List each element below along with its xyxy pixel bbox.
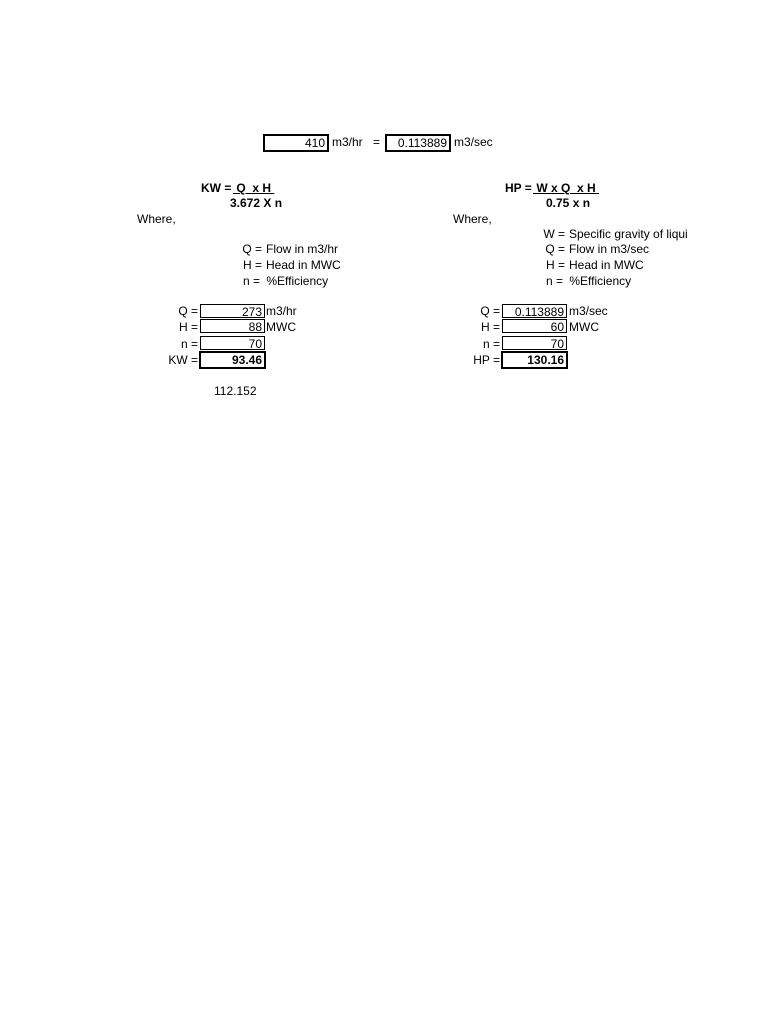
kw-where-label: Where, (137, 212, 176, 226)
kw-def-symbol: H = (242, 258, 262, 272)
kw-input-label: H = (178, 320, 198, 334)
hp-formula-lhs: HP = (505, 181, 532, 195)
kw-extra-value: 112.152 (214, 384, 257, 398)
hp-input-unit: m3/sec (569, 304, 608, 318)
hp-def-desc: Flow in m3/sec (569, 242, 650, 256)
m3hr-unit-label: m3/hr (332, 135, 363, 149)
hp-def-desc: Specific gravity of liqui (569, 227, 688, 241)
equals-sign: = (373, 135, 381, 149)
m3hr-input-cell[interactable]: 410 (263, 134, 329, 152)
hp-result-label: HP = (473, 353, 500, 367)
hp-def-symbol: H = (545, 258, 565, 272)
hp-formula-denominator: 0.75 x n (546, 196, 591, 210)
hp-input-unit: MWC (569, 320, 599, 334)
kw-formula-denominator: 3.672 X n (230, 196, 283, 210)
hp-q-input[interactable]: 0.113889 (502, 304, 567, 318)
hp-formula-numerator: W x Q x H (533, 181, 600, 195)
kw-input-label: Q = (178, 304, 198, 318)
kw-input-label: n = (180, 337, 198, 351)
kw-def-symbol: Q = (242, 242, 262, 256)
hp-result-cell[interactable]: 130.16 (501, 351, 568, 369)
hp-def-desc: Head in MWC (569, 258, 644, 272)
hp-def-symbol: W = (543, 227, 565, 241)
kw-formula-lhs: KW = (201, 181, 232, 195)
kw-result-label: KW = (168, 353, 198, 367)
kw-result-cell[interactable]: 93.46 (199, 351, 266, 369)
kw-n-input[interactable]: 70 (200, 336, 265, 350)
kw-def-desc: Flow in m3/hr (266, 242, 339, 256)
hp-def-desc: %Efficiency (566, 274, 632, 288)
hp-where-label: Where, (453, 212, 492, 226)
hp-def-symbol: n = (545, 274, 563, 288)
kw-def-desc: Head in MWC (266, 258, 341, 272)
hp-def-symbol: Q = (545, 242, 565, 256)
kw-def-symbol: n = (242, 274, 260, 288)
hp-n-input[interactable]: 70 (502, 336, 567, 350)
kw-def-desc: %Efficiency (263, 274, 329, 288)
m3sec-unit-label: m3/sec (454, 135, 493, 149)
hp-input-label: H = (480, 320, 500, 334)
hp-input-label: n = (482, 337, 500, 351)
hp-h-input[interactable]: 60 (502, 319, 567, 333)
kw-input-unit: MWC (266, 320, 296, 334)
m3sec-output-cell[interactable]: 0.113889 (385, 134, 451, 152)
kw-q-input[interactable]: 273 (200, 304, 265, 318)
kw-formula-numerator: Q x H (233, 181, 275, 195)
kw-h-input[interactable]: 88 (200, 319, 265, 333)
kw-input-unit: m3/hr (266, 304, 297, 318)
hp-input-label: Q = (480, 304, 500, 318)
